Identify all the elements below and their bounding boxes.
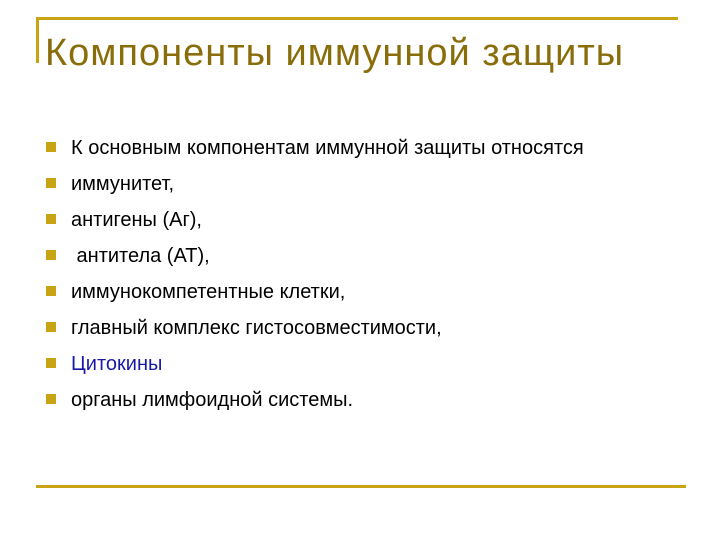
square-bullet-icon bbox=[46, 178, 56, 188]
slide-title: Компоненты иммунной защиты bbox=[45, 32, 625, 74]
bottom-rule bbox=[36, 485, 686, 488]
top-rule bbox=[36, 17, 678, 20]
square-bullet-icon bbox=[46, 394, 56, 404]
bullet-text: антигены (Аг), bbox=[71, 209, 202, 231]
square-bullet-icon bbox=[46, 358, 56, 368]
square-bullet-icon bbox=[46, 286, 56, 296]
list-item bbox=[45, 208, 665, 232]
list-item bbox=[45, 244, 665, 268]
list-item bbox=[45, 172, 665, 196]
bullet-text: иммунокомпетентные клетки, bbox=[71, 281, 346, 303]
square-bullet-icon bbox=[46, 214, 56, 224]
bullet-text: главный комплекс гистосовместимости, bbox=[71, 317, 442, 339]
bullet-text: иммунитет, bbox=[71, 173, 175, 195]
bullet-list bbox=[45, 136, 665, 424]
bullet-text: антитела (АТ), bbox=[71, 245, 210, 267]
bullet-text: органы лимфоидной системы. bbox=[71, 389, 354, 411]
bullet-text: К основным компонентам иммунной защиты относятся bbox=[71, 137, 584, 159]
square-bullet-icon bbox=[46, 322, 56, 332]
list-item bbox=[45, 136, 665, 160]
left-rule bbox=[36, 17, 39, 63]
list-item bbox=[45, 280, 665, 304]
list-item[interactable] bbox=[45, 352, 665, 376]
list-item bbox=[45, 388, 665, 412]
square-bullet-icon bbox=[46, 142, 56, 152]
list-item bbox=[45, 316, 665, 340]
cytokines-link[interactable]: Цитокины bbox=[71, 353, 163, 375]
square-bullet-icon bbox=[46, 250, 56, 260]
